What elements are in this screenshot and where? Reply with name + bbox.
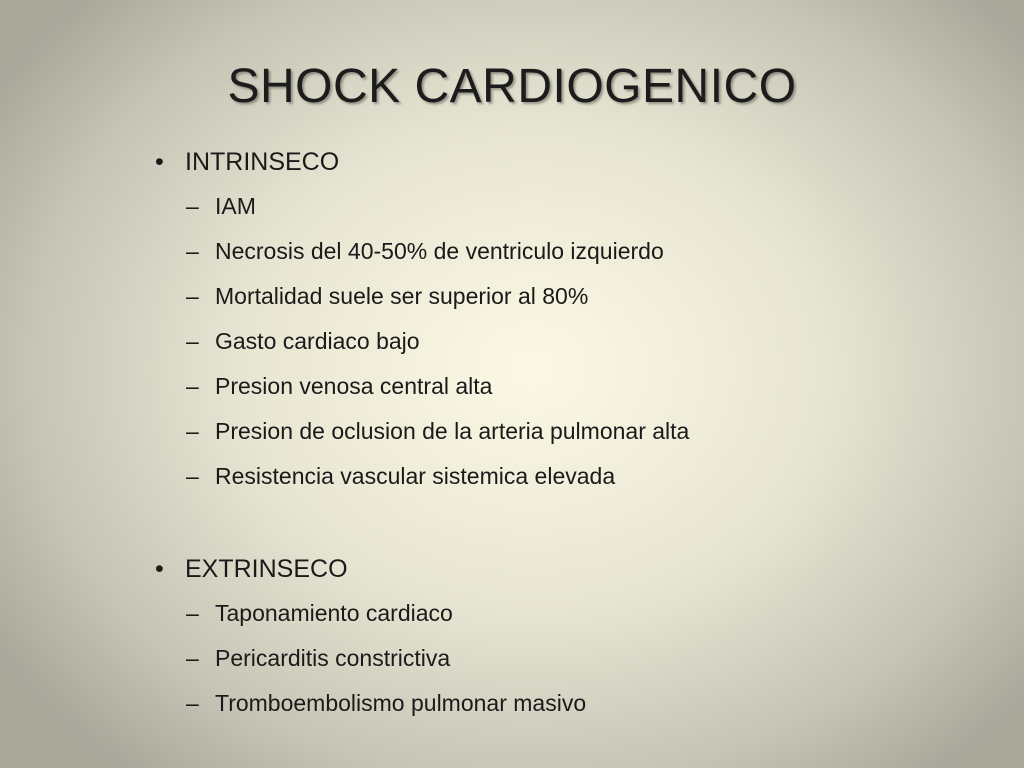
dash-icon: – [186,645,199,671]
list-item-text: Tromboembolismo pulmonar masivo [215,690,587,716]
section-heading-label: EXTRINSECO [185,555,348,583]
dash-icon: – [186,283,199,309]
section-heading-label: INTRINSECO [185,148,340,176]
list-item-text: Gasto cardiaco bajo [215,328,420,354]
dash-icon: – [186,328,199,354]
bullet-icon: • [155,148,164,176]
slide-title: SHOCK CARDIOGENICO [227,60,797,113]
list-item-text: Mortalidad suele ser superior al 80% [215,283,589,309]
dash-icon: – [186,463,199,489]
list-item-text: Resistencia vascular sistemica elevada [215,463,616,489]
dash-icon: – [186,193,199,219]
dash-icon: – [186,238,199,264]
slide-content [155,140,875,726]
list-item [155,636,875,681]
list-item-text: Taponamiento cardiaco [215,600,453,626]
list-item-text: Necrosis del 40-50% de ventriculo izquierdo [215,238,664,264]
bullet-icon: • [155,555,164,583]
list-item-text: IAM [215,193,256,219]
list-item-text: Presion de oclusion de la arteria pulmonar alta [215,418,690,444]
list-item [155,319,875,364]
section-heading-extrinseco [155,547,875,591]
list-item [155,274,875,319]
list-item-text: Pericarditis constrictiva [215,645,451,671]
dash-icon: – [186,418,199,444]
list-item [155,681,875,726]
dash-icon: – [186,373,199,399]
list-item [155,184,875,229]
list-item [155,229,875,274]
dash-icon: – [186,600,199,626]
dash-icon: – [186,690,199,716]
list-item [155,454,875,499]
list-item [155,364,875,409]
section-heading-intrinseco [155,140,875,184]
list-item-text: Presion venosa central alta [215,373,493,399]
list-item [155,409,875,454]
list-item [155,591,875,636]
section-spacer [155,499,875,547]
